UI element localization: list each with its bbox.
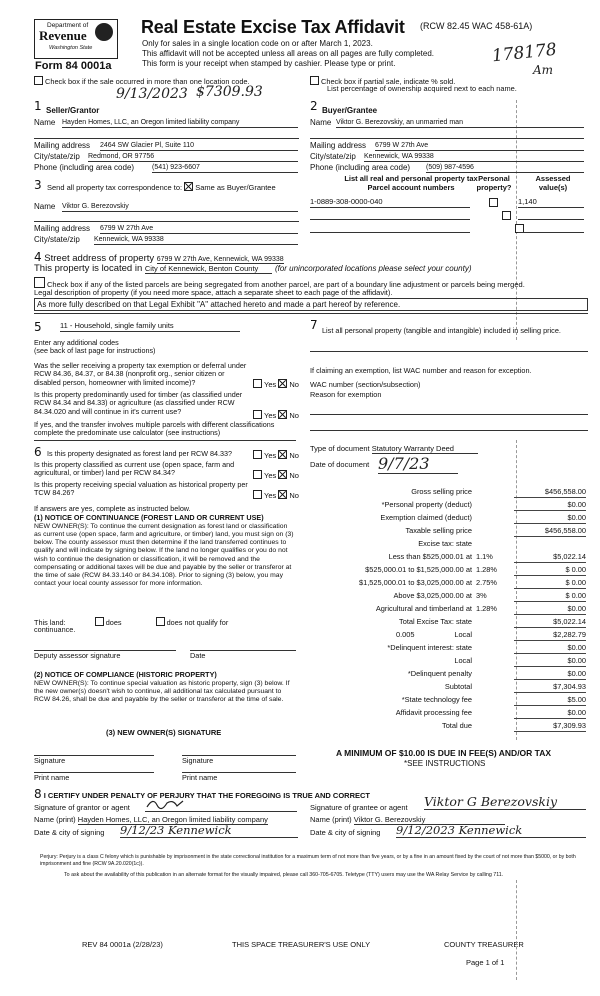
buyer-city-field[interactable]: Kennewick, WA 99338 (364, 153, 584, 162)
parcels-heading: List all real and personal property tax Parcel account numbers (344, 174, 478, 192)
correspondence-text: Send all property tax correspondence to: Same as Buyer/Grantee (47, 183, 276, 192)
section-6-number: 6 (34, 445, 42, 459)
section-4-street: 4 Street address of property 6799 W 27th Ave, Kennewick, WA 99338 (34, 250, 284, 264)
document-type-row: Type of document Statutory Warranty Deed (310, 445, 478, 454)
historic-question: Is this property receiving special valuation as historical property per TCW 84.26? (34, 480, 248, 498)
exemption-question: Was the seller receiving a property tax exemption or deferral under RCW 84.36, 84.37, or 84.38 (nonprofit org., senior citizen or disabled person, homeowner with limited income)? (34, 361, 247, 387)
grantor-signature-mark[interactable] (145, 797, 297, 812)
rule (310, 414, 588, 415)
grantor-date-label: Date & city of signing (34, 828, 105, 837)
document-type-field[interactable]: Statutory Warranty Deed (372, 444, 478, 454)
subtotal-row: Subtotal $7,304.93 (444, 682, 586, 691)
does-checkbox[interactable] (95, 617, 104, 626)
segregated-checkbox[interactable]: Check box if any of the listed parcels are being segregated from another parcel, are part of a boundary line adjustment or parcels being merged. (34, 277, 525, 290)
correspondence-city-label: City/state/zip (34, 235, 80, 244)
owner-print-name-label-2: Print name (182, 773, 218, 782)
form-title: Real Estate Excise Tax Affidavit (141, 17, 405, 37)
rule (310, 138, 584, 139)
header-line-3: This form is your receipt when stamped by cashier. Please type or print. (142, 59, 396, 68)
tier-3-row: $1,525,000.01 to $3,025,000.00 at 2.75% $ 0.00 (358, 578, 586, 587)
partial-sale-checkbox[interactable]: Check box if partial sale, indicate % sold. (310, 76, 455, 87)
seller-mailing-field[interactable]: 2464 SW Glacier Pl, Suite 110 (100, 142, 298, 151)
see-instructions: *SEE INSTRUCTIONS (404, 759, 486, 768)
section-3-number: 3 (34, 178, 42, 192)
same-as-buyer-checkbox[interactable] (184, 182, 193, 191)
exemption-text: If claiming an exemption, list WAC number and reason for exception. (310, 366, 532, 375)
grantor-name-field[interactable]: Hayden Homes, LLC, an Oregon limited liability company (77, 815, 268, 824)
page-number: Page 1 of 1 (466, 958, 505, 967)
seller-mailing-label: Mailing address (34, 141, 91, 150)
tier-2-row: $525,000.01 to $1,525,000.00 at 1.28% $ 0.00 (365, 565, 586, 574)
technology-fee-row: *State technology fee $5.00 (401, 695, 586, 704)
answered-note: If answers are yes, complete as instructed below. (34, 504, 191, 513)
parcel-number-field[interactable]: 1-0889-308-0000-040 (310, 198, 470, 208)
owner-signature-label-1: Signature (34, 756, 66, 765)
section-2-number: 2 (310, 99, 318, 113)
gross-selling-price[interactable]: $456,558.00 (514, 488, 586, 498)
assessed-value-heading: Assessed value(s) (535, 174, 571, 192)
seller-name-label: Name (34, 118, 56, 127)
personal-property-checkbox[interactable] (489, 198, 498, 207)
grantee-signature-label: Signature of grantee or agent (310, 803, 408, 812)
affidavit-fee-row: Affidavit processing fee $0.00 (395, 708, 586, 717)
correspondence-city-field[interactable]: Kennewick, WA 99338 (94, 236, 298, 245)
exemption-claimed-row: Exemption claimed (deduct) $0.00 (380, 513, 586, 522)
seller-name-field[interactable]: Hayden Homes, LLC, an Oregon limited liability company (62, 119, 298, 128)
rule (310, 232, 470, 233)
q-historic-yes-no[interactable]: Yes No (253, 490, 299, 501)
legal-description-field[interactable]: As more fully described on that Legal Exhibit "A" attached hereto and made a part hereof by reference. (34, 298, 588, 311)
legal-description-label: Legal description of property (if you need more space, attach a separate sheet to each page of the affidavit). (34, 288, 393, 297)
certify-row: 8 I CERTIFY UNDER PENALTY OF PERJURY THAT THE FOREGOING IS TRUE AND CORRECT (34, 787, 371, 801)
grantee-name-field[interactable]: Viktor G. Berezovskiy (354, 815, 506, 825)
grantee-date-field[interactable]: 9/12/2023 Kennewick (396, 824, 586, 838)
buyer-phone-field[interactable]: (509) 987-4596 (426, 164, 584, 173)
rule (34, 221, 299, 222)
predominate-use-note: If yes, and the transfer involves multiple parcels with different classifications complete the predominate use calculator (see instructions) (34, 420, 275, 438)
column-divider (516, 880, 517, 980)
checkbox-icon (34, 76, 43, 85)
seller-phone-field[interactable]: (541) 923-6607 (152, 164, 298, 173)
rule (518, 219, 584, 220)
notice-1-title: (1) NOTICE OF CONTINUANCE (FOREST LAND OR CURRENT USE) (34, 513, 264, 522)
dor-logo (34, 19, 118, 59)
tier-4-row: Above $3,025,000.00 at 3% $ 0.00 (393, 591, 586, 600)
buyer-phone-label: Phone (including area code) (310, 163, 411, 172)
rule (310, 219, 470, 220)
signature-scribble-icon (145, 797, 185, 811)
notice-2-title: (2) NOTICE OF COMPLIANCE (HISTORIC PROPERTY) (34, 670, 217, 679)
buyer-mailing-label: Mailing address (310, 141, 367, 150)
additional-codes-label: Enter any additional codes (see back of last page for instructions) (34, 338, 156, 356)
grantor-name-row: Name (print) Hayden Homes, LLC, an Oregon limited liability company (34, 815, 268, 824)
wa-seal-icon (95, 23, 113, 41)
buyer-name-field[interactable]: Viktor G. Berezovskiy, an unmarried man (336, 119, 584, 128)
form-number: Form 84 0001a (35, 60, 112, 72)
form-rcw: (RCW 82.45 WAC 458-61A) (420, 21, 533, 31)
total-due[interactable]: $7,309.93 (514, 722, 586, 732)
handwritten-initials: Am (533, 63, 554, 77)
treasurer-use-label: THIS SPACE TREASURER'S USE ONLY (232, 940, 371, 949)
grantee-name-row: Name (print) Viktor G. Berezovskiy (310, 816, 505, 825)
timber-question: Is this property predominantly used for timber (as classified under RCW 84.34 and 84.33) or agriculture (as classified under RCW 84.34.020 and will continue in it's current use? (34, 390, 243, 416)
land-use-code-field[interactable]: 11 - Household, single family units (60, 322, 240, 332)
forest-question: Is this property designated as forest land per RCW 84.33? (47, 449, 232, 458)
rule (310, 351, 588, 352)
section-5-number: 5 (34, 320, 42, 334)
checkbox-icon (310, 76, 319, 85)
delinquent-local-row: Local $0.00 (454, 656, 586, 665)
revision-label: REV 84 0001a (2/28/23) (82, 940, 163, 949)
gross-selling-price-row: Gross selling price $456,558.00 (411, 487, 586, 496)
personal-property-text: List all personal property (tangible and intangible) included in selling price. (322, 326, 561, 335)
grantor-date-field[interactable]: 9/12/23 Kennewick (120, 824, 298, 838)
q-current-use-yes-no[interactable]: Yes No (253, 470, 299, 481)
logo-dept: Department of (47, 22, 89, 29)
availability-note: To ask about the availability of this publication in an alternate format for the visually impaired, please call 360-705-6705. Teletype (TTY) users may use the WA Relay Service by calling 711. (64, 872, 504, 878)
handwritten-file-number: 178178 (491, 39, 558, 67)
personal-property-deduct-row: *Personal property (deduct) $0.00 (381, 500, 586, 509)
document-date-label: Date of document (310, 460, 370, 469)
handwritten-amount: $7309.93 (196, 84, 263, 100)
buyer-heading: Buyer/Grantee (322, 106, 378, 115)
handwritten-date: 9/13/2023 (116, 86, 188, 102)
header-line-2: This affidavit will not be accepted unless all areas on all pages are fully completed. (142, 49, 435, 58)
notice-1-body: NEW OWNER(S): To continue the current designation as forest land or classification as current use (open space, farm and agriculture, or timber) land, you must sign on (3) below. The county assessor must then determine if the land transferred continues to qualify and will indicate by signing below. If the land no longer qualifies or you do not wish to continue the designation or classification, it will be removed and the compensating or additional taxes will be due and payable by the seller or transferor at the time of sale (RCW 84.33.140 or 84.34.108). Prior to signing (3) below, you may contact your local county assessor for more information. (34, 523, 294, 588)
taxable-selling-price-row: Taxable selling price $456,558.00 (405, 526, 586, 535)
excise-tax-state-row: Excise tax: state (418, 539, 472, 548)
rule (310, 430, 588, 431)
delinquent-state-row: *Delinquent interest: state $0.00 (387, 643, 586, 652)
seller-phone-label: Phone (including area code) (34, 163, 135, 172)
correspondence-mailing-label: Mailing address (34, 224, 91, 233)
current-use-question: Is this property classified as current use (open space, farm and agricultural, or timber) land per RCW 84.34? (34, 460, 235, 478)
correspondence-name-field[interactable]: Viktor G. Berezovskiy (62, 203, 298, 212)
logo-revenue: Revenue (39, 28, 87, 43)
county-treasurer-label: COUNTY TREASURER (444, 940, 524, 949)
agricultural-row: Agricultural and timberland at 1.28% $0.00 (375, 604, 586, 613)
rule (34, 138, 299, 139)
deputy-signature-label: Deputy assessor signature (34, 651, 121, 660)
q2-yes-no[interactable]: Yes No (253, 410, 299, 421)
rule (34, 313, 588, 314)
multi-location-checkbox[interactable]: Check box if the sale occurred in more than one location code. (34, 76, 250, 87)
total-state-row: Total Excise Tax: state $5,022.14 (399, 617, 586, 626)
grantee-date-label: Date & city of signing (310, 828, 381, 837)
minimum-due-notice: A MINIMUM OF $10.00 IS DUE IN FEE(S) AND/OR TAX (336, 748, 552, 758)
notice-2-body: NEW OWNER(S): To continue special valuation as historic property, sign (3) below. If the new owner(s) doesn't wish to continue, all additional tax calculated pursuant to RCW 84.26, shall be due and payable by the seller or transferor at the time of sale. (34, 680, 290, 704)
grantee-signature-field[interactable]: Viktor G Berezovskiy (424, 795, 586, 810)
seller-city-label: City/state/zip (34, 152, 80, 161)
grantor-signature-row: Signature of grantor or agent (34, 803, 130, 812)
seller-heading: Seller/Grantor (46, 106, 100, 115)
q1-yes-no[interactable]: Yes No (253, 379, 299, 390)
reason-label: Reason for exemption (310, 390, 382, 399)
rule (518, 232, 584, 233)
document-date-field[interactable]: 9/7/23 (378, 455, 458, 474)
total-due-row: Total due $7,309.93 (442, 721, 586, 730)
delinquent-penalty-row: *Delinquent penalty $0.00 (407, 669, 586, 678)
street-address-field[interactable]: 6799 W 27th Ave, Kennewick, WA 99338 (156, 256, 284, 263)
checkbox-icon (34, 277, 45, 288)
does-not-checkbox[interactable] (156, 617, 165, 626)
notice-3-title: (3) NEW OWNER(S) SIGNATURE (106, 728, 222, 737)
correspondence-name-label: Name (34, 202, 56, 211)
owner-signature-label-2: Signature (182, 756, 214, 765)
correspondence-mailing-field[interactable]: 6799 W 27th Ave (100, 225, 298, 234)
property-location: This property is located in City of Kennewick, Benton County (for unincorporated locations please select your county) (34, 263, 472, 274)
wac-number-label: WAC number (section/subsection) (310, 380, 421, 389)
buyer-city-label: City/state/zip (310, 152, 356, 161)
section-1-number: 1 (34, 99, 42, 113)
this-land-row: This land: does does not qualify for (34, 618, 229, 627)
ownership-note: List percentage of ownership acquired next to each name. (327, 84, 517, 93)
continuance-label: continuance. (34, 625, 76, 634)
q-forest-yes-no[interactable]: Yes No (253, 450, 299, 461)
buyer-mailing-field[interactable]: 6799 W 27th Ave (375, 142, 584, 151)
perjury-statement: Perjury: Perjury is a class C felony which is punishable by imprisonment in the state correctional institution for a maximum term of not more than five years, or by a fine in an amount fixed by the court of not more than $5000, or by both imprisonment and fine (RCW 9A.20.020(1c)). (40, 854, 576, 867)
personal-property-checkbox[interactable] (502, 211, 511, 220)
deputy-date-label: Date (190, 651, 206, 660)
tier-1-row: Less than $525,000.01 at 1.1% $5,022.14 (388, 552, 586, 561)
assessed-value-field[interactable]: 1,140 (518, 198, 584, 208)
header-line-1: Only for sales in a single location code on or after March 1, 2023. (142, 39, 373, 48)
owner-print-name-label-1: Print name (34, 773, 70, 782)
rule (34, 440, 296, 441)
personal-property-heading: Personal property? (476, 174, 512, 192)
location-field[interactable]: City of Kennewick, Benton County (145, 264, 272, 274)
buyer-name-label: Name (310, 118, 332, 127)
logo-state: Washington State (49, 45, 93, 51)
local-tax-row: 0.005 Local $2,282.79 (396, 630, 586, 639)
section-7-number: 7 (310, 318, 318, 332)
seller-city-field[interactable]: Redmond, OR 97756 (88, 153, 298, 162)
